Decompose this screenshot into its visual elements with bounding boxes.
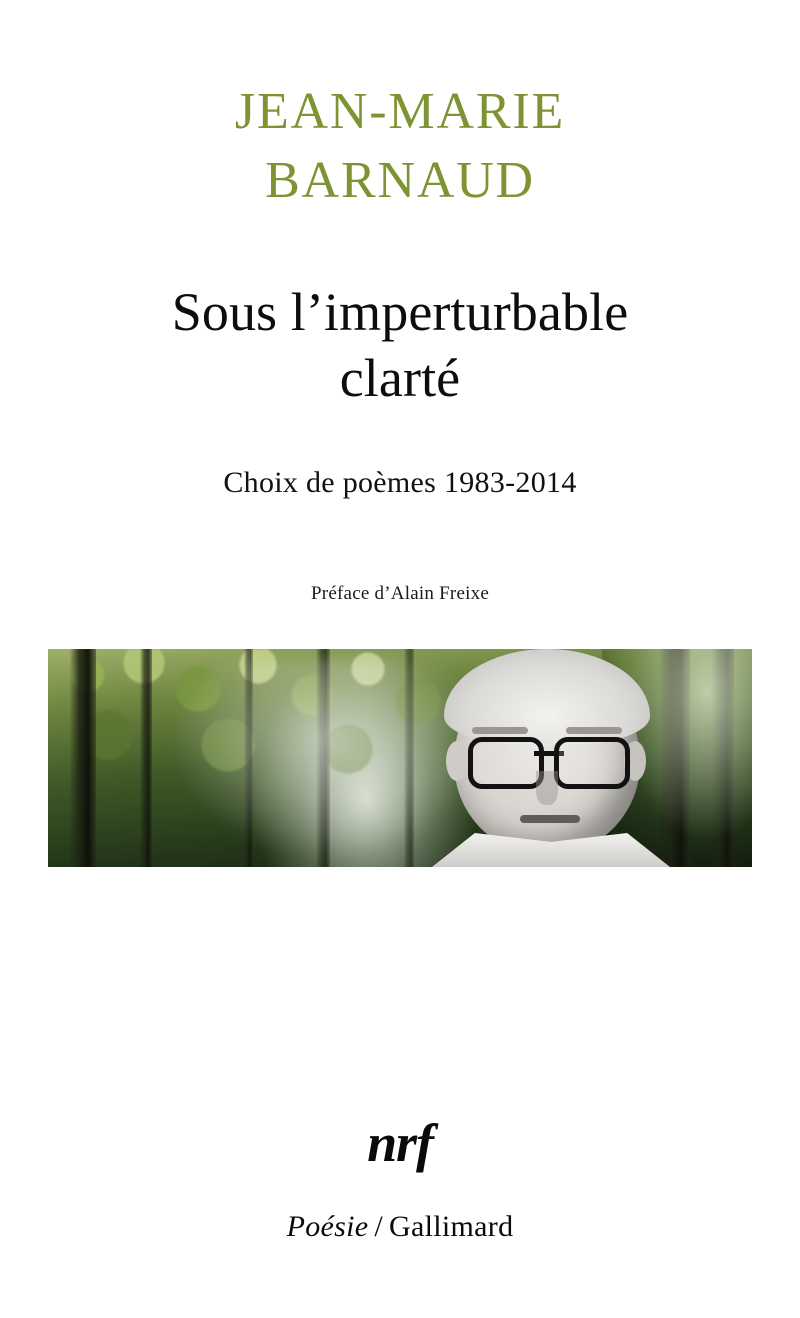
portrait-mouth xyxy=(520,815,580,823)
author-name-line-2: BARNAUD xyxy=(265,151,535,209)
portrait-nose xyxy=(536,771,558,805)
portrait-eyebrow-left xyxy=(472,727,528,734)
tree-trunk xyxy=(140,649,152,867)
eyeglass-lens-left xyxy=(468,737,544,789)
publisher-name: Gallimard xyxy=(389,1210,514,1243)
author-name-line-1: JEAN-MARIE xyxy=(234,83,566,140)
book-title-line-1: Sous l’imperturbable xyxy=(171,282,629,342)
cover-photograph xyxy=(48,649,752,867)
imprint-line xyxy=(0,1210,800,1244)
author-name xyxy=(0,78,800,215)
eyeglass-lens-right xyxy=(554,737,630,789)
imprint-separator: / xyxy=(374,1210,384,1243)
collection-name: Poésie xyxy=(286,1210,369,1243)
preface-credit: Préface d’Alain Freixe xyxy=(310,583,490,604)
nrf-logo: nrf xyxy=(367,1113,433,1173)
portrait-ear-left xyxy=(446,741,468,781)
book-title-line-2: clarté xyxy=(339,347,461,408)
tree-trunk xyxy=(70,649,96,867)
portrait-eyebrow-right xyxy=(566,727,622,734)
author-portrait xyxy=(416,649,686,867)
book-subtitle: Choix de poèmes 1983-2014 xyxy=(223,466,577,499)
book-title xyxy=(52,280,748,412)
